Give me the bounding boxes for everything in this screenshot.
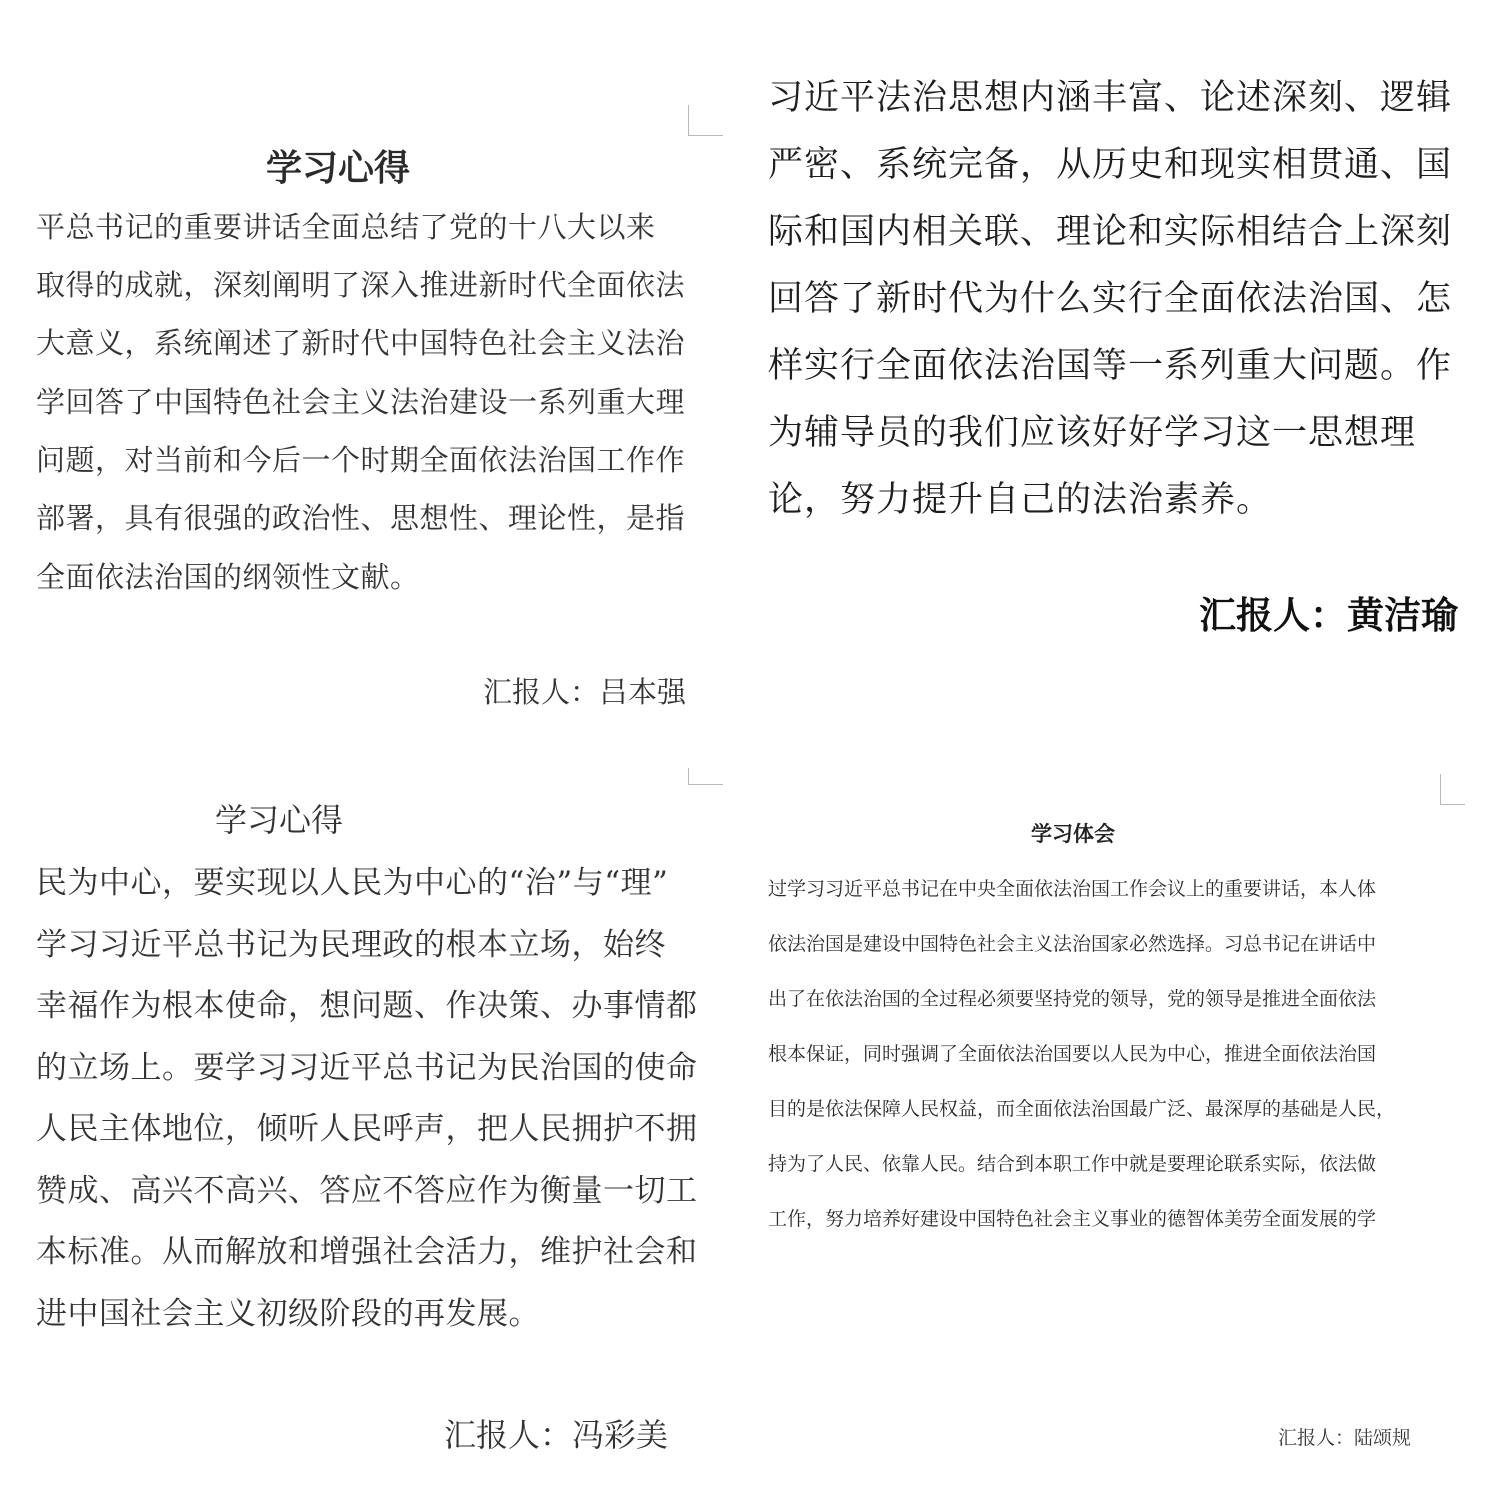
paragraph-line: 持为了人民、依靠人民。结合到本职工作中就是要理论联系实际，依法做 [768,1153,1377,1175]
paragraph-line: 目的是依法保障人民权益，而全面依法治国最广泛、最深厚的基础是人民， [768,1098,1396,1120]
paragraph-line: 进中国社会主义初级阶段的再发展。 [36,1296,540,1332]
paragraph-line: 取得的成就，深刻阐明了深入推进新时代全面依法 [36,268,686,302]
paragraph-line: 论，努力提升自己的法治素养。 [768,480,1273,520]
signature: 汇报人：冯彩美 [444,1416,669,1454]
document-panel-top-left [0,0,740,740]
document-title: 学习体会 [1031,822,1115,846]
paragraph-line: 民为中心，要实现以人民为中心的“治”与“理” [36,865,669,901]
paragraph-line: 的立场上。要学习习近平总书记为民治国的使命 [36,1050,698,1086]
paragraph-line: 本标准。从而解放和增强社会活力，维护社会和 [36,1234,698,1270]
paragraph-line: 际和国内相关联、理论和实际相结合上深刻 [768,212,1453,252]
signature: 汇报人：黄洁瑜 [1199,594,1458,637]
paragraph-line: 根本保证，同时强调了全面依法治国要以人民为中心，推进全面依法治国 [768,1043,1377,1065]
page-corner-mark [688,105,723,136]
paragraph-line: 为辅导员的我们应该好好学习这一思想理 [768,413,1417,453]
paragraph-line: 习近平法治思想内涵丰富、论述深刻、逻辑 [768,78,1453,118]
paragraph-line: 回答了新时代为什么实行全面依法治国、怎 [768,279,1453,319]
paragraph-line: 学习习近平总书记为民理政的根本立场，始终 [36,927,666,963]
signature: 汇报人：陆颂规 [1278,1427,1412,1449]
document-panel-bottom-right [760,760,1500,1500]
page-corner-mark [688,768,723,785]
paragraph-line: 过学习习近平总书记在中央全面依法治国工作会议上的重要讲话，本人体 [768,878,1377,900]
paragraph-line: 出了在依法治国的全过程必须要坚持党的领导，党的领导是推进全面依法 [768,988,1377,1010]
paragraph-line: 样实行全面依法治国等一系列重大问题。作 [768,346,1453,386]
paragraph-line: 赞成、高兴不高兴、答应不答应作为衡量一切工 [36,1173,698,1209]
paragraph-line: 大意义，系统阐述了新时代中国特色社会主义法治 [36,326,686,360]
paragraph-line: 平总书记的重要讲话全面总结了党的十八大以来 [36,210,656,244]
paragraph-line: 学回答了中国特色社会主义法治建设一系列重大理 [36,385,686,419]
document-panel-bottom-left [0,760,740,1500]
paragraph-line: 全面依法治国的纲领性文献。 [36,560,420,594]
document-title: 学习心得 [265,147,410,189]
paragraph-line: 问题，对当前和今后一个时期全面依法治国工作作 [36,443,686,477]
paragraph-line: 工作，努力培养好建设中国特色社会主义事业的德智体美劳全面发展的学 [768,1208,1377,1230]
paragraph-line: 依法治国是建设中国特色社会主义法治国家必然选择。习总书记在讲话中 [768,933,1377,955]
paragraph-line: 幸福作为根本使命，想问题、作决策、办事情都 [36,988,698,1024]
paragraph-line: 严密、系统完备，从历史和现实相贯通、国 [768,145,1453,185]
document-panel-top-right [740,0,1500,740]
paragraph-line: 人民主体地位，倾听人民呼声，把人民拥护不拥 [36,1111,698,1147]
document-title: 学习心得 [215,801,344,839]
paragraph-line: 部署，具有很强的政治性、思想性、理论性，是指 [36,501,686,535]
signature: 汇报人：吕本强 [482,675,686,709]
page-corner-mark [1440,774,1465,805]
